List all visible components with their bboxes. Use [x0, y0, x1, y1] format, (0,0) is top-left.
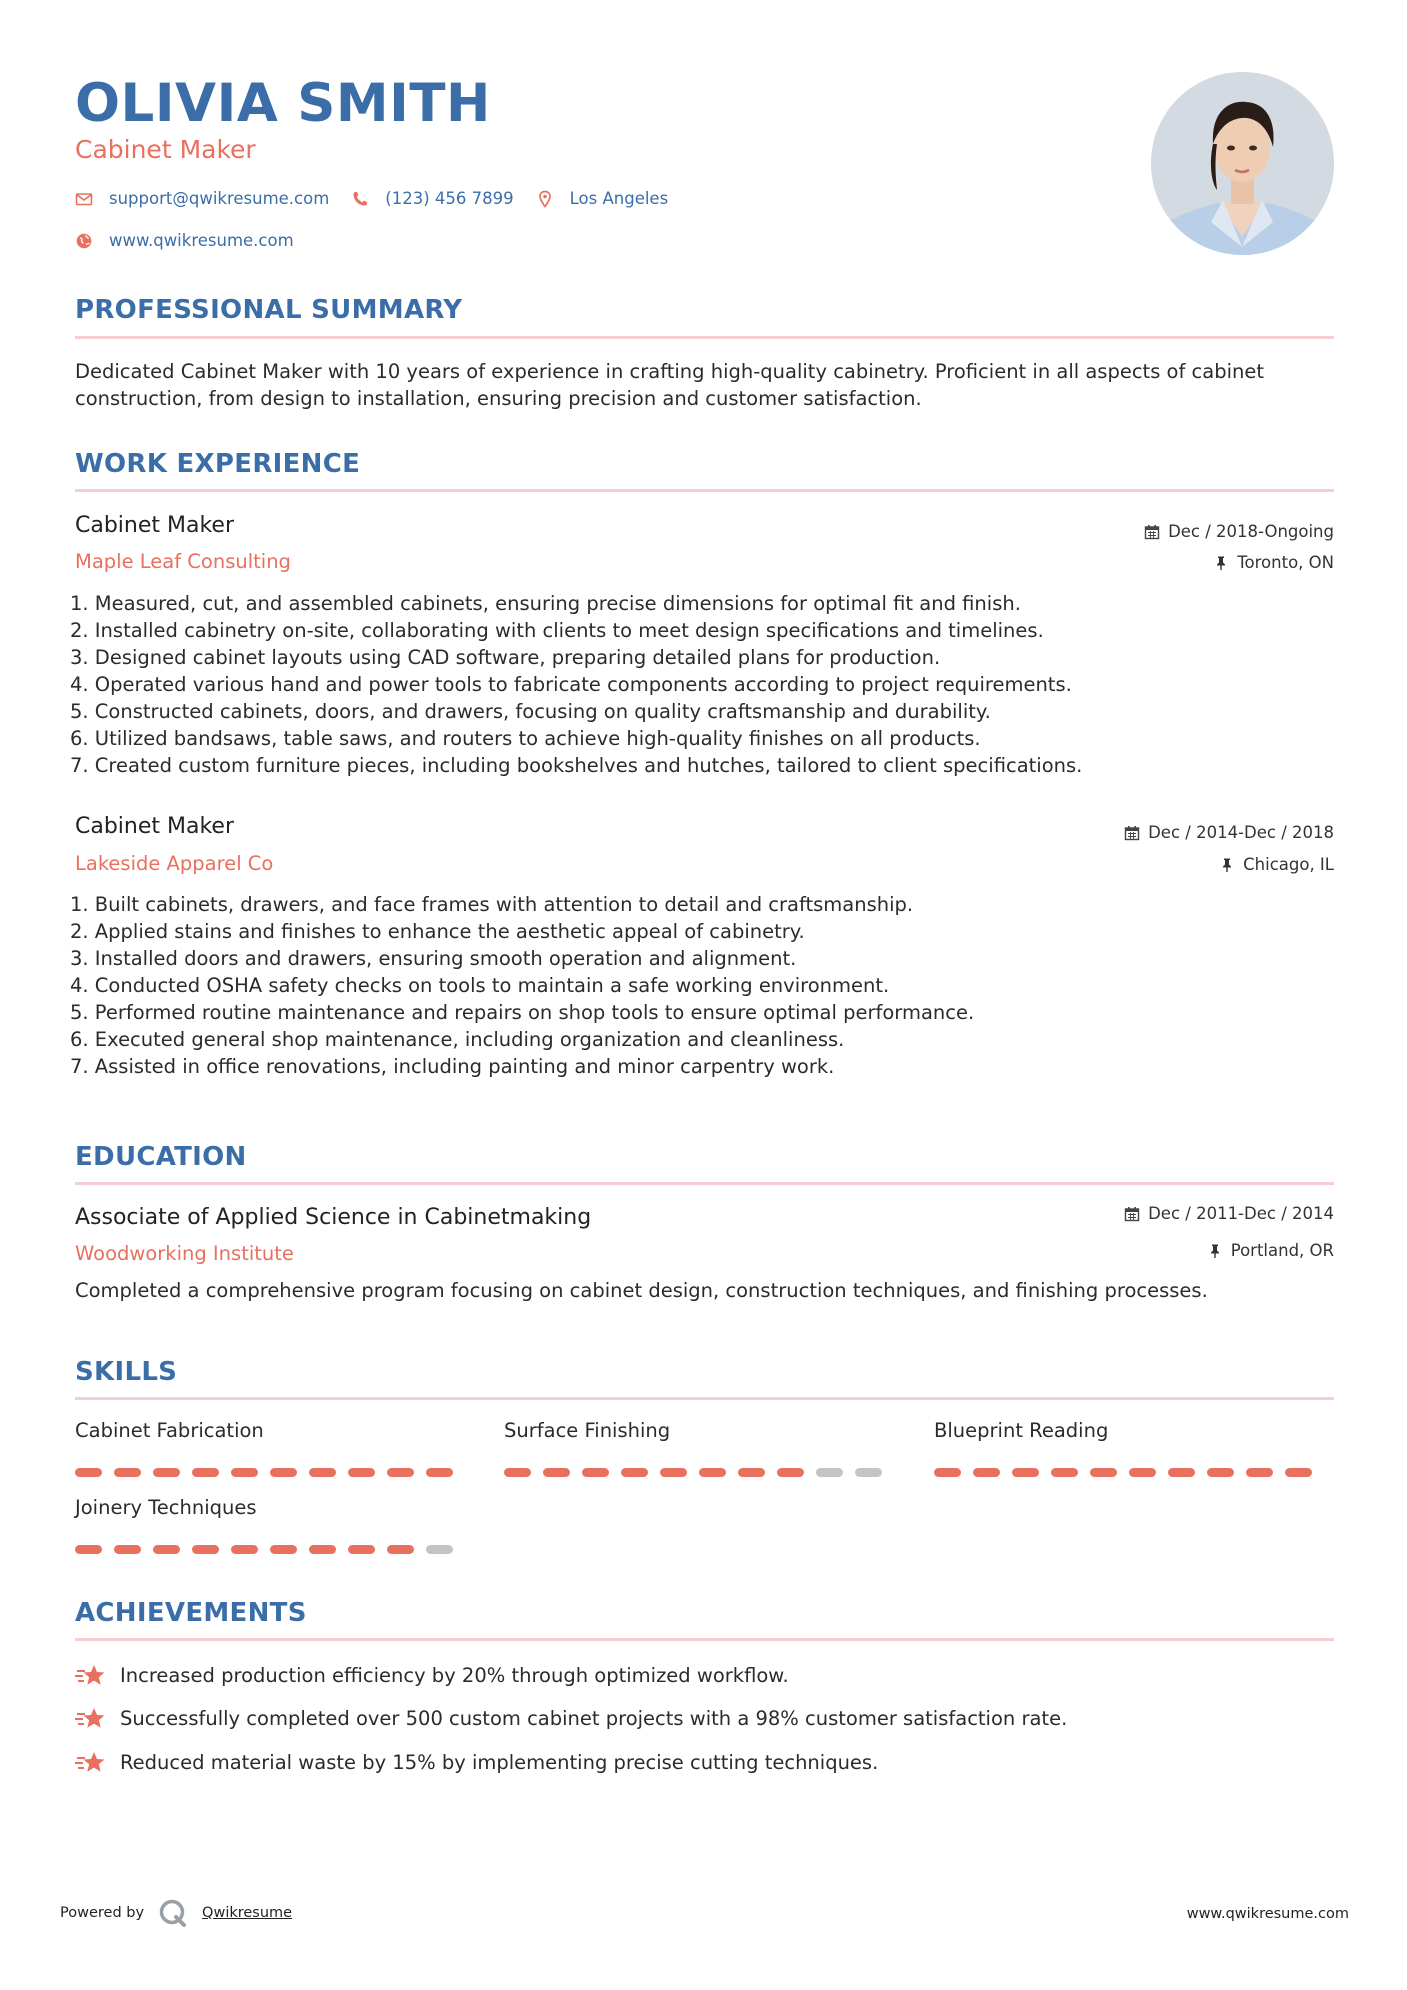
section-title-skills: SKILLS	[75, 1357, 178, 1387]
skill-dash-filled	[543, 1468, 570, 1477]
skill-name: Cabinet Fabrication	[75, 1419, 264, 1442]
skill-level-bar	[504, 1468, 882, 1477]
skill-dash-filled	[114, 1545, 141, 1554]
email-link[interactable]: support@qwikresume.com	[109, 189, 330, 208]
section-divider	[75, 1638, 1334, 1641]
calendar-icon	[1124, 1206, 1140, 1222]
job-duties-list	[70, 590, 1082, 779]
skill-dash-filled	[426, 1468, 453, 1477]
skill-dash-filled	[934, 1468, 961, 1477]
job-location-text: Toronto, ON	[1237, 553, 1334, 572]
globe-icon	[75, 232, 93, 250]
achievement-item	[75, 1662, 789, 1690]
section-title-achievements: ACHIEVEMENTS	[75, 1598, 307, 1628]
skill-dash-filled	[1129, 1468, 1156, 1477]
skill-dash-filled	[1168, 1468, 1195, 1477]
achievement-item	[75, 1749, 878, 1777]
skill-dash-filled	[1285, 1468, 1312, 1477]
job-location	[1213, 552, 1334, 574]
list-item: 4. Operated various hand and power tools to fabricate components according to project requirements.	[70, 673, 1072, 696]
profile-photo	[1151, 72, 1334, 255]
skill-dash-filled	[1246, 1468, 1273, 1477]
skill-dash-filled	[348, 1545, 375, 1554]
skill-dash-filled	[1207, 1468, 1234, 1477]
skill-dash-filled	[777, 1468, 804, 1477]
skill-dash-filled	[75, 1545, 102, 1554]
skill-dash-filled	[114, 1468, 141, 1477]
job-location-text: Chicago, IL	[1243, 855, 1334, 874]
section-title-education: EDUCATION	[75, 1142, 247, 1172]
skill-dash-filled	[270, 1468, 297, 1477]
list-item: 2. Applied stains and finishes to enhance the aesthetic appeal of cabinetry.	[70, 920, 805, 943]
list-item: 4. Conducted OSHA safety checks on tools to maintain a safe working environment.	[70, 974, 890, 997]
achievement-text: Reduced material waste by 15% by implementing precise cutting techniques.	[120, 1751, 879, 1774]
skill-name: Joinery Techniques	[75, 1496, 257, 1519]
skill-dash-filled	[231, 1545, 258, 1554]
list-item: 3. Designed cabinet layouts using CAD software, preparing detailed plans for production.	[70, 646, 941, 669]
skill-dash-filled	[387, 1545, 414, 1554]
skill-dash-filled	[582, 1468, 609, 1477]
pushpin-icon	[1219, 857, 1235, 873]
school-name: Woodworking Institute	[75, 1242, 294, 1265]
education-dates-text: Dec / 2011-Dec / 2014	[1148, 1204, 1334, 1223]
star-icon	[75, 1749, 107, 1777]
section-divider	[75, 1182, 1334, 1185]
summary-text: Dedicated Cabinet Maker with 10 years of experience in crafting high-quality cabinetry. Proficient in all aspects of cabinet construction, from design to installation, ensuring precision and customer satisfaction.	[75, 360, 1265, 410]
list-item: 2. Installed cabinetry on-site, collaborating with clients to meet design specifications and timelines.	[70, 619, 1044, 642]
contact-row-primary	[75, 188, 690, 210]
pushpin-icon	[1207, 1243, 1223, 1259]
job-title: Cabinet Maker	[75, 814, 235, 839]
list-item: 6. Utilized bandsaws, table saws, and routers to achieve high-quality finishes on all products.	[70, 727, 981, 750]
candidate-name: OLIVIA SMITH	[75, 73, 491, 134]
skill-dash-filled	[192, 1468, 219, 1477]
skill-dash-filled	[153, 1468, 180, 1477]
star-icon	[75, 1705, 107, 1733]
candidate-role: Cabinet Maker	[75, 135, 256, 164]
education-location	[1207, 1240, 1334, 1262]
list-item: 1. Measured, cut, and assembled cabinets, ensuring precise dimensions for optimal fit and finish.	[70, 592, 1021, 615]
skill-dash-filled	[1012, 1468, 1039, 1477]
location-text: Los Angeles	[569, 189, 669, 208]
section-title-experience: WORK EXPERIENCE	[75, 449, 361, 479]
job-duties-list	[70, 891, 974, 1080]
achievement-text: Successfully completed over 500 custom cabinet projects with a 98% customer satisfaction rate.	[120, 1707, 1068, 1730]
job-dates-text: Dec / 2018-Ongoing	[1168, 522, 1334, 541]
skill-dash-filled	[504, 1468, 531, 1477]
job-location	[1219, 854, 1334, 876]
skill-dash-filled	[1090, 1468, 1117, 1477]
contact-row-secondary	[75, 230, 316, 252]
footer-website-link[interactable]: www.qwikresume.com	[1186, 1906, 1349, 1922]
powered-by-label: Powered by	[60, 1905, 145, 1921]
skill-dash-filled	[309, 1545, 336, 1554]
envelope-icon	[75, 190, 93, 208]
skill-dash-empty	[816, 1468, 843, 1477]
skill-level-bar	[75, 1545, 453, 1554]
list-item: 3. Installed doors and drawers, ensuring smooth operation and alignment.	[70, 947, 797, 970]
skill-dash-filled	[309, 1468, 336, 1477]
skill-dash-filled	[75, 1468, 102, 1477]
skill-dash-filled	[387, 1468, 414, 1477]
qwikresume-link[interactable]: Qwikresume	[202, 1905, 293, 1921]
achievement-item	[75, 1705, 1067, 1733]
star-icon	[75, 1662, 107, 1690]
skill-name: Blueprint Reading	[934, 1419, 1109, 1442]
job-company: Maple Leaf Consulting	[75, 550, 291, 573]
skill-dash-filled	[973, 1468, 1000, 1477]
skill-name: Surface Finishing	[504, 1419, 671, 1442]
list-item: 5. Performed routine maintenance and repairs on shop tools to ensure optimal performance.	[70, 1001, 975, 1024]
list-item: 6. Executed general shop maintenance, including organization and cleanliness.	[70, 1028, 845, 1051]
job-company: Lakeside Apparel Co	[75, 852, 274, 875]
job-dates	[1144, 521, 1334, 543]
skill-dash-filled	[270, 1545, 297, 1554]
job-dates-text: Dec / 2014-Dec / 2018	[1148, 823, 1334, 842]
list-item: 7. Assisted in office renovations, including painting and minor carpentry work.	[70, 1055, 835, 1078]
qwikresume-logo-icon	[158, 1898, 188, 1928]
list-item: 7. Created custom furniture pieces, including bookshelves and hutches, tailored to client specifications.	[70, 754, 1083, 777]
section-title-summary: PROFESSIONAL SUMMARY	[75, 295, 463, 325]
skill-dash-filled	[621, 1468, 648, 1477]
skill-dash-empty	[426, 1545, 453, 1554]
skill-dash-filled	[348, 1468, 375, 1477]
skill-dash-filled	[1051, 1468, 1078, 1477]
list-item: 1. Built cabinets, drawers, and face frames with attention to detail and craftsmanship.	[70, 893, 914, 916]
map-pin-icon	[536, 190, 554, 208]
calendar-icon	[1124, 825, 1140, 841]
phone-icon	[351, 190, 369, 208]
calendar-icon	[1144, 524, 1160, 540]
list-item: 5. Constructed cabinets, doors, and drawers, focusing on quality craftsmanship and durability.	[70, 700, 991, 723]
skill-dash-empty	[855, 1468, 882, 1477]
job-dates	[1124, 822, 1334, 844]
education-dates	[1124, 1203, 1334, 1225]
education-location-text: Portland, OR	[1230, 1241, 1334, 1260]
section-divider	[75, 1397, 1334, 1400]
footer-powered-by	[60, 1898, 292, 1928]
education-description: Completed a comprehensive program focusing on cabinet design, construction techniques, and finishing processes.	[75, 1279, 1208, 1302]
skill-dash-filled	[153, 1545, 180, 1554]
skill-dash-filled	[738, 1468, 765, 1477]
achievement-text: Increased production efficiency by 20% through optimized workflow.	[120, 1664, 789, 1687]
pushpin-icon	[1213, 555, 1229, 571]
skill-dash-filled	[660, 1468, 687, 1477]
skill-level-bar	[934, 1468, 1312, 1477]
degree-title: Associate of Applied Science in Cabinetmaking	[75, 1205, 592, 1230]
job-title: Cabinet Maker	[75, 513, 235, 538]
phone-number[interactable]: (123) 456 7899	[385, 189, 514, 208]
skill-dash-filled	[192, 1545, 219, 1554]
skill-dash-filled	[699, 1468, 726, 1477]
website-link[interactable]: www.qwikresume.com	[109, 231, 294, 250]
skill-level-bar	[75, 1468, 453, 1477]
section-divider	[75, 489, 1334, 492]
section-divider	[75, 336, 1334, 339]
skill-dash-filled	[231, 1468, 258, 1477]
